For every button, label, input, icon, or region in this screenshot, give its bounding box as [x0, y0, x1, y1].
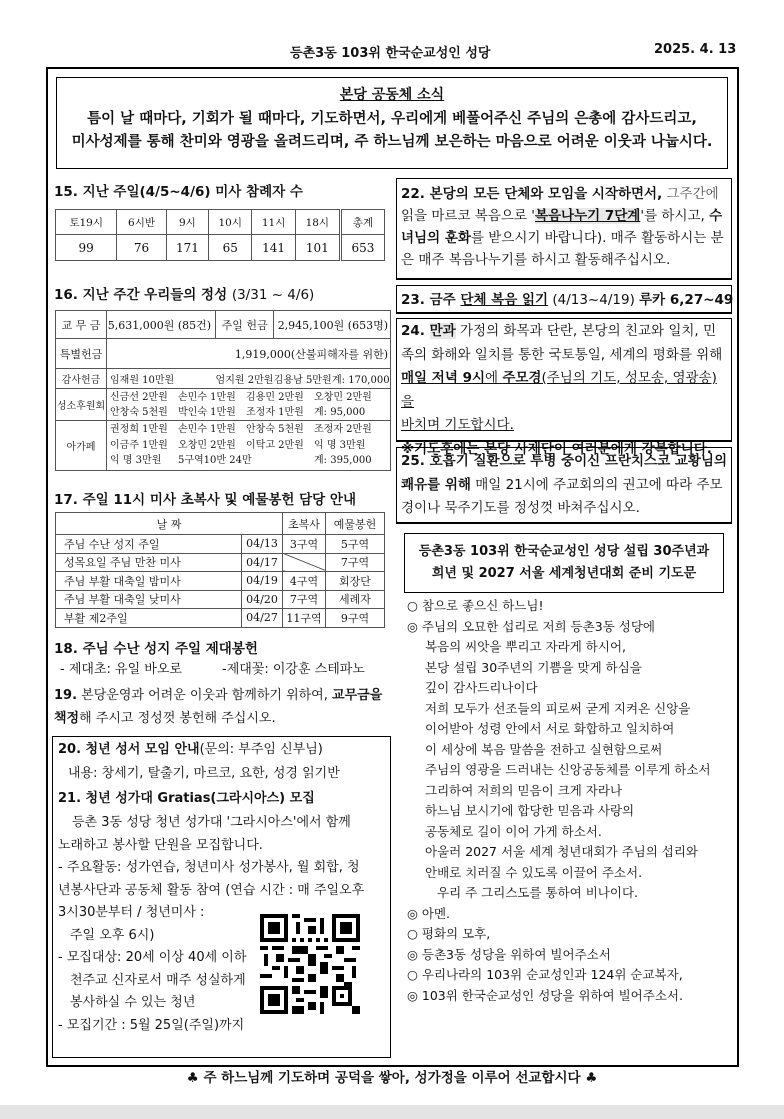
server-altar: 7구역 — [283, 590, 326, 609]
section-20-heading: 20. 청년 성서 모임 안내 — [58, 742, 200, 757]
attendance-value: 65 — [209, 235, 252, 261]
section-16-title — [54, 283, 314, 303]
prayer-line: ○ 참으로 좋으신 하느님! — [407, 598, 544, 613]
server-date: 04/20 — [242, 590, 283, 609]
donor: 오창민 2만원 — [178, 439, 236, 451]
section-21-line: 년봉사단과 공동체 활동 참여 (연습 시간 : 매 주일오후 — [58, 882, 365, 898]
section-24-highlight: 만과 — [429, 323, 456, 339]
prayer-body — [407, 596, 732, 1006]
prayer-line: ◎ 주님의 오묘한 섭리로 저희 등촌3동 성당에 — [407, 618, 655, 634]
prayer-line: 복음의 씨앗을 뿌리고 자라게 하시어, — [425, 639, 626, 654]
attendance-header: 토19시 — [56, 210, 117, 235]
section-23 — [401, 289, 733, 311]
section-23-reading: 루카 6,27~49 — [639, 292, 734, 308]
offering-label: 아가페 — [56, 421, 107, 471]
section-20-content: 내용: 창세기, 탈출기, 마르코, 요한, 성경 읽기반 — [68, 766, 340, 781]
notice-title: 본당 공동체 소식 — [339, 87, 445, 103]
prayer-line: 깊이 감사드리나이다 — [425, 680, 538, 695]
server-offering: 5구역 — [326, 535, 385, 554]
server-altar: 4구역 — [283, 572, 326, 591]
donor: 김용남 5만원 — [274, 369, 332, 389]
donor: 이금주 1만원 — [110, 439, 168, 451]
altar-flower: -제대꽃: 이강훈 스테파노 — [222, 662, 365, 677]
offering-label: 특별헌금 — [56, 339, 107, 369]
donor: 손민수 1만원 — [178, 424, 236, 436]
prayer-line: 우리 주 그리스도를 통하여 비나이다. — [437, 885, 638, 900]
section-24-text: 에 — [485, 370, 503, 386]
bulletin-date: 2025. 4. 13 — [654, 42, 737, 57]
server-table — [55, 512, 385, 628]
donor: 이탁고 2만원 — [246, 439, 304, 451]
section-21-line: 노래하고 봉사할 단원을 모집합니다. — [58, 837, 263, 853]
offering-label: 감사헌금 — [56, 369, 107, 389]
attendance-value: 76 — [117, 235, 166, 261]
donor: 박인숙 1만원 — [178, 406, 236, 418]
section-24 — [401, 320, 729, 461]
donor: 엄지원 2만원 — [216, 369, 274, 389]
donor: 임재원 10만원 — [107, 369, 216, 389]
altar-candle: - 제대초: 유일 바오로 — [60, 662, 182, 677]
agape-donors — [107, 421, 391, 471]
section-19-number: 19. — [54, 688, 78, 703]
church-name: 등촌3동 103위 한국순교성인 성당 — [290, 46, 491, 61]
section-22-text: '를 하시고, — [640, 208, 710, 224]
donor: 5구역10반 24만 — [178, 455, 252, 467]
section-16-period: (3/31 ~ 4/6) — [231, 287, 315, 303]
server-header: 초복사 — [283, 513, 326, 535]
page-bottom-bar — [0, 1105, 784, 1119]
server-offering: 세례자 — [326, 590, 385, 609]
prayer-line: ◎ 아멘. — [407, 905, 451, 921]
server-date: 04/27 — [242, 609, 283, 628]
prayer-title-line: 등촌3동 103위 한국순교성인 성당 설립 30주년과 — [418, 544, 710, 559]
attendance-header: 11시 — [252, 210, 295, 235]
section-25-bold: 쾌유를 위해 — [401, 476, 471, 493]
section-22-text: 그주간에 — [662, 186, 719, 202]
server-offering: 9구역 — [326, 609, 385, 628]
attendance-table — [55, 209, 385, 261]
prayer-line: 저희 모두가 선조들의 피로써 굳게 지켜온 신앙을 — [425, 700, 691, 716]
server-offering: 7구역 — [326, 553, 385, 572]
section-23-dates: (4/13~4/19) — [548, 292, 640, 308]
section-20-title — [58, 740, 323, 760]
section-22-highlight: 복음나누기 7단계 — [534, 208, 641, 224]
section-24-text: 바치며 기도합시다. — [401, 417, 514, 433]
section-21-line: 봉사하실 수 있는 청년 — [70, 995, 196, 1010]
section-23-text: 23. 금주 — [401, 292, 461, 308]
section-21-line: 등촌 3동 성당 청년 성가대 '그라시아스'에서 함께 — [72, 815, 351, 830]
offering-table — [55, 310, 391, 471]
section-21-line: 천주교 신자로서 매주 성실하게 — [70, 972, 246, 988]
section-21-line: - 주요활동: 성가연습, 청년미사 성가봉사, 월 회합, 청 — [58, 860, 360, 875]
section-21-line: - 모집대상: 20세 이상 40세 이하 — [58, 950, 247, 965]
section-20-contact: (문의: 부주임 신부님) — [199, 742, 323, 757]
attendance-value: 101 — [295, 235, 340, 261]
section-22 — [401, 183, 729, 271]
server-date-name: 주님 부활 대축일 낮미사 — [56, 590, 242, 609]
prayer-line: ○ 우리나라의 103위 순교성인과 124위 순교복자, — [407, 967, 683, 982]
section-24-number: 24. — [401, 323, 430, 339]
prayer-line: ◎ 103위 한국순교성인 성당을 위하여 빌어주소서. — [407, 987, 683, 1003]
server-date: 04/13 — [242, 535, 283, 554]
donor: 손민수 1만원 — [178, 391, 236, 403]
offering-value: 1,919,000(산불피해자를 위한) — [107, 339, 391, 369]
server-date-name: 주님 부활 대축일 밤미사 — [56, 572, 242, 591]
subtotal: 계: 95,000 — [314, 406, 366, 418]
section-22-text: 읽을 마르코 복음으로 ' — [401, 208, 535, 224]
vocation-donors — [107, 389, 391, 421]
section-25-text: 25. 호흡기 질환으로 투병 중이신 — [401, 453, 605, 469]
section-24-bold: 매일 저녁 9시 — [401, 370, 485, 386]
qr-code-icon[interactable] — [260, 914, 360, 1014]
subtotal: 계: 395,000 — [314, 455, 372, 467]
community-notice — [56, 77, 728, 169]
prayer-line: ◎ 등촌3동 성당을 위하여 빌어주소서 — [407, 946, 611, 962]
section-22-bold: 녀님의 훈화 — [401, 230, 471, 246]
section-17-title: 17. 주일 11시 미사 초복사 및 예물봉헌 담당 안내 — [54, 492, 356, 508]
section-19-text: 해 주시고 정성껏 봉헌해 주십시오. — [79, 711, 276, 726]
attendance-header: 18시 — [295, 210, 340, 235]
server-date-name: 부활 제2주일 — [56, 609, 242, 628]
prayer-line: 공동체로 길이 이어 가게 하소서. — [425, 823, 602, 839]
offering-label: 주일 헌금 — [216, 311, 274, 339]
donor: 익 명 3만원 — [110, 455, 162, 467]
section-23-underline: 단체 복음 읽기 — [460, 292, 549, 308]
server-offering: 회장단 — [326, 572, 385, 591]
section-25 — [401, 450, 729, 521]
offering-label: 성소후원회 — [56, 389, 107, 421]
attendance-value: 171 — [166, 235, 208, 261]
section-25-text: 경이나 묵주기도를 정성껏 바쳐주십시오. — [401, 500, 640, 516]
donor: 안창숙 5천원 — [110, 406, 168, 418]
attendance-header: 9시 — [166, 210, 208, 235]
attendance-header: 총계 — [340, 210, 384, 235]
server-date-name: 성목요일 주님 만찬 미사 — [56, 553, 242, 572]
attendance-header: 6시반 — [117, 210, 166, 235]
server-altar-none — [283, 553, 326, 572]
section-22-text: 를 받으시기 바랍니다). 매주 활동하시는 분 — [470, 230, 724, 246]
server-header: 날 짜 — [56, 513, 283, 535]
section-18-title: 18. 주님 수난 성지 주일 제대봉헌 — [54, 641, 258, 657]
section-24-blessing: ※기도후에는 본당 사제단이 여러분에게 강복합니다. — [401, 440, 712, 457]
section-22-bold: 수 — [709, 208, 723, 224]
section-19-text: 본당운영과 어려운 이웃과 함께하기 위하여, — [77, 688, 333, 703]
attendance-total: 653 — [340, 235, 384, 261]
server-date: 04/19 — [242, 572, 283, 591]
prayer-line: 본당 설립 30주년의 기쁨을 맞게 하심을 — [425, 659, 642, 675]
prayer-line: 그리하여 저희의 믿음이 크게 자라나 — [425, 782, 623, 798]
prayer-line: 이 세상에 복음 말씀을 전하고 실현함으로써 — [425, 741, 663, 757]
section-21-line: 주일 오후 6시) — [70, 927, 155, 943]
section-24-text: (주님의 기도, 성모송, 영광송)을 — [401, 370, 717, 410]
prayer-line: 이어받아 성령 안에서 서로 화합하고 일치하여 — [425, 721, 675, 736]
prayer-line: 아울러 2027 서울 세계 청년대회가 주님의 섭리와 — [425, 844, 699, 859]
section-25-bold: 프란치스코 교황님의 — [604, 453, 727, 469]
attendance-value: 99 — [56, 235, 117, 261]
server-altar: 11구역 — [283, 609, 326, 628]
donor: 권정희 1만원 — [110, 424, 168, 436]
section-21-title: 21. 청년 성가대 Gratias(그라시아스) 모집 — [58, 791, 315, 806]
prayer-title — [404, 541, 724, 585]
section-24-text: 족의 화해와 일치를 통한 국토통일, 세계의 평화를 위해 — [401, 346, 723, 363]
section-16-heading: 16. 지난 주간 우리들의 정성 — [54, 287, 228, 303]
prayer-line: ○ 평화의 모후, — [407, 926, 491, 941]
attendance-header: 10시 — [209, 210, 252, 235]
prayer-line: 안배로 치러질 수 있도록 이끌어 주소서. — [425, 864, 643, 880]
donor: 조정자 2만원 — [314, 424, 372, 436]
offering-value: 2,945,100원 (653명) — [274, 311, 391, 339]
donor: 조정자 1만원 — [246, 406, 304, 418]
donor: 안창숙 5천원 — [246, 424, 304, 436]
attendance-value: 141 — [252, 235, 295, 261]
notice-line-2: 미사성제를 통해 찬미와 영광을 올려드리며, 주 하느님께 보은하는 마음으로 어려운 이웃과 나눕시다. — [71, 134, 713, 150]
subtotal: 계: 170,000 — [332, 369, 390, 389]
server-header: 예물봉헌 — [326, 513, 385, 535]
prayer-line: 주님의 영광을 드러내는 신앙공동체를 이루게 하소서 — [425, 762, 711, 777]
footer-motto: ♣ 주 하느님께 기도하며 공덕을 쌓아, 성가정을 이루어 선교합시다 ♣ — [186, 1070, 598, 1086]
section-21-line: - 모집기간 : 5월 25일(주일)까지 — [58, 1017, 245, 1033]
server-date-name: 주님 수난 성지 주일 — [56, 535, 242, 554]
prayer-title-line: 희년 및 2027 서울 세계청년대회 준비 기도문 — [431, 566, 697, 581]
offering-value: 5,631,000원 (85건) — [107, 311, 216, 339]
section-25-text: 매일 21시에 주교회의의 권고에 따라 주모 — [470, 476, 723, 493]
section-22-heading: 22. 본당의 모든 단체와 모임을 시작하면서, — [401, 186, 663, 202]
section-24-bold: 주모경 — [502, 370, 542, 386]
section-21-line: 3시30분부터 / 청년미사 : — [58, 905, 205, 920]
section-24-text: 가정의 화목과 단란, 본당의 친교와 일치, 민 — [455, 323, 717, 339]
section-19-bold: 을 책정 — [54, 688, 383, 726]
donor: 익 명 3만원 — [314, 439, 366, 451]
notice-line-1: 틈이 날 때마다, 기회가 될 때마다, 기도하면서, 우리에게 베풀어주신 주님의 은총에 감사드리고, — [87, 111, 697, 127]
section-19 — [54, 684, 390, 730]
donor: 오창민 2만원 — [314, 391, 372, 403]
section-15-title: 15. 지난 주일(4/5~4/6) 미사 참례자 수 — [54, 184, 303, 200]
prayer-line: 하느님 보시기에 합당한 믿음과 사랑의 — [425, 803, 635, 818]
donor: 신금선 2만원 — [110, 391, 168, 403]
donor: 김용민 2만원 — [246, 391, 304, 403]
server-date: 04/17 — [242, 553, 283, 572]
offering-label: 교 무 금 — [56, 311, 107, 339]
section-22-text: 은 매주 복음나누기를 하시고 활동해주십시오. — [401, 252, 671, 268]
section-19-bold: 교무금 — [332, 688, 370, 703]
server-altar: 3구역 — [283, 535, 326, 554]
